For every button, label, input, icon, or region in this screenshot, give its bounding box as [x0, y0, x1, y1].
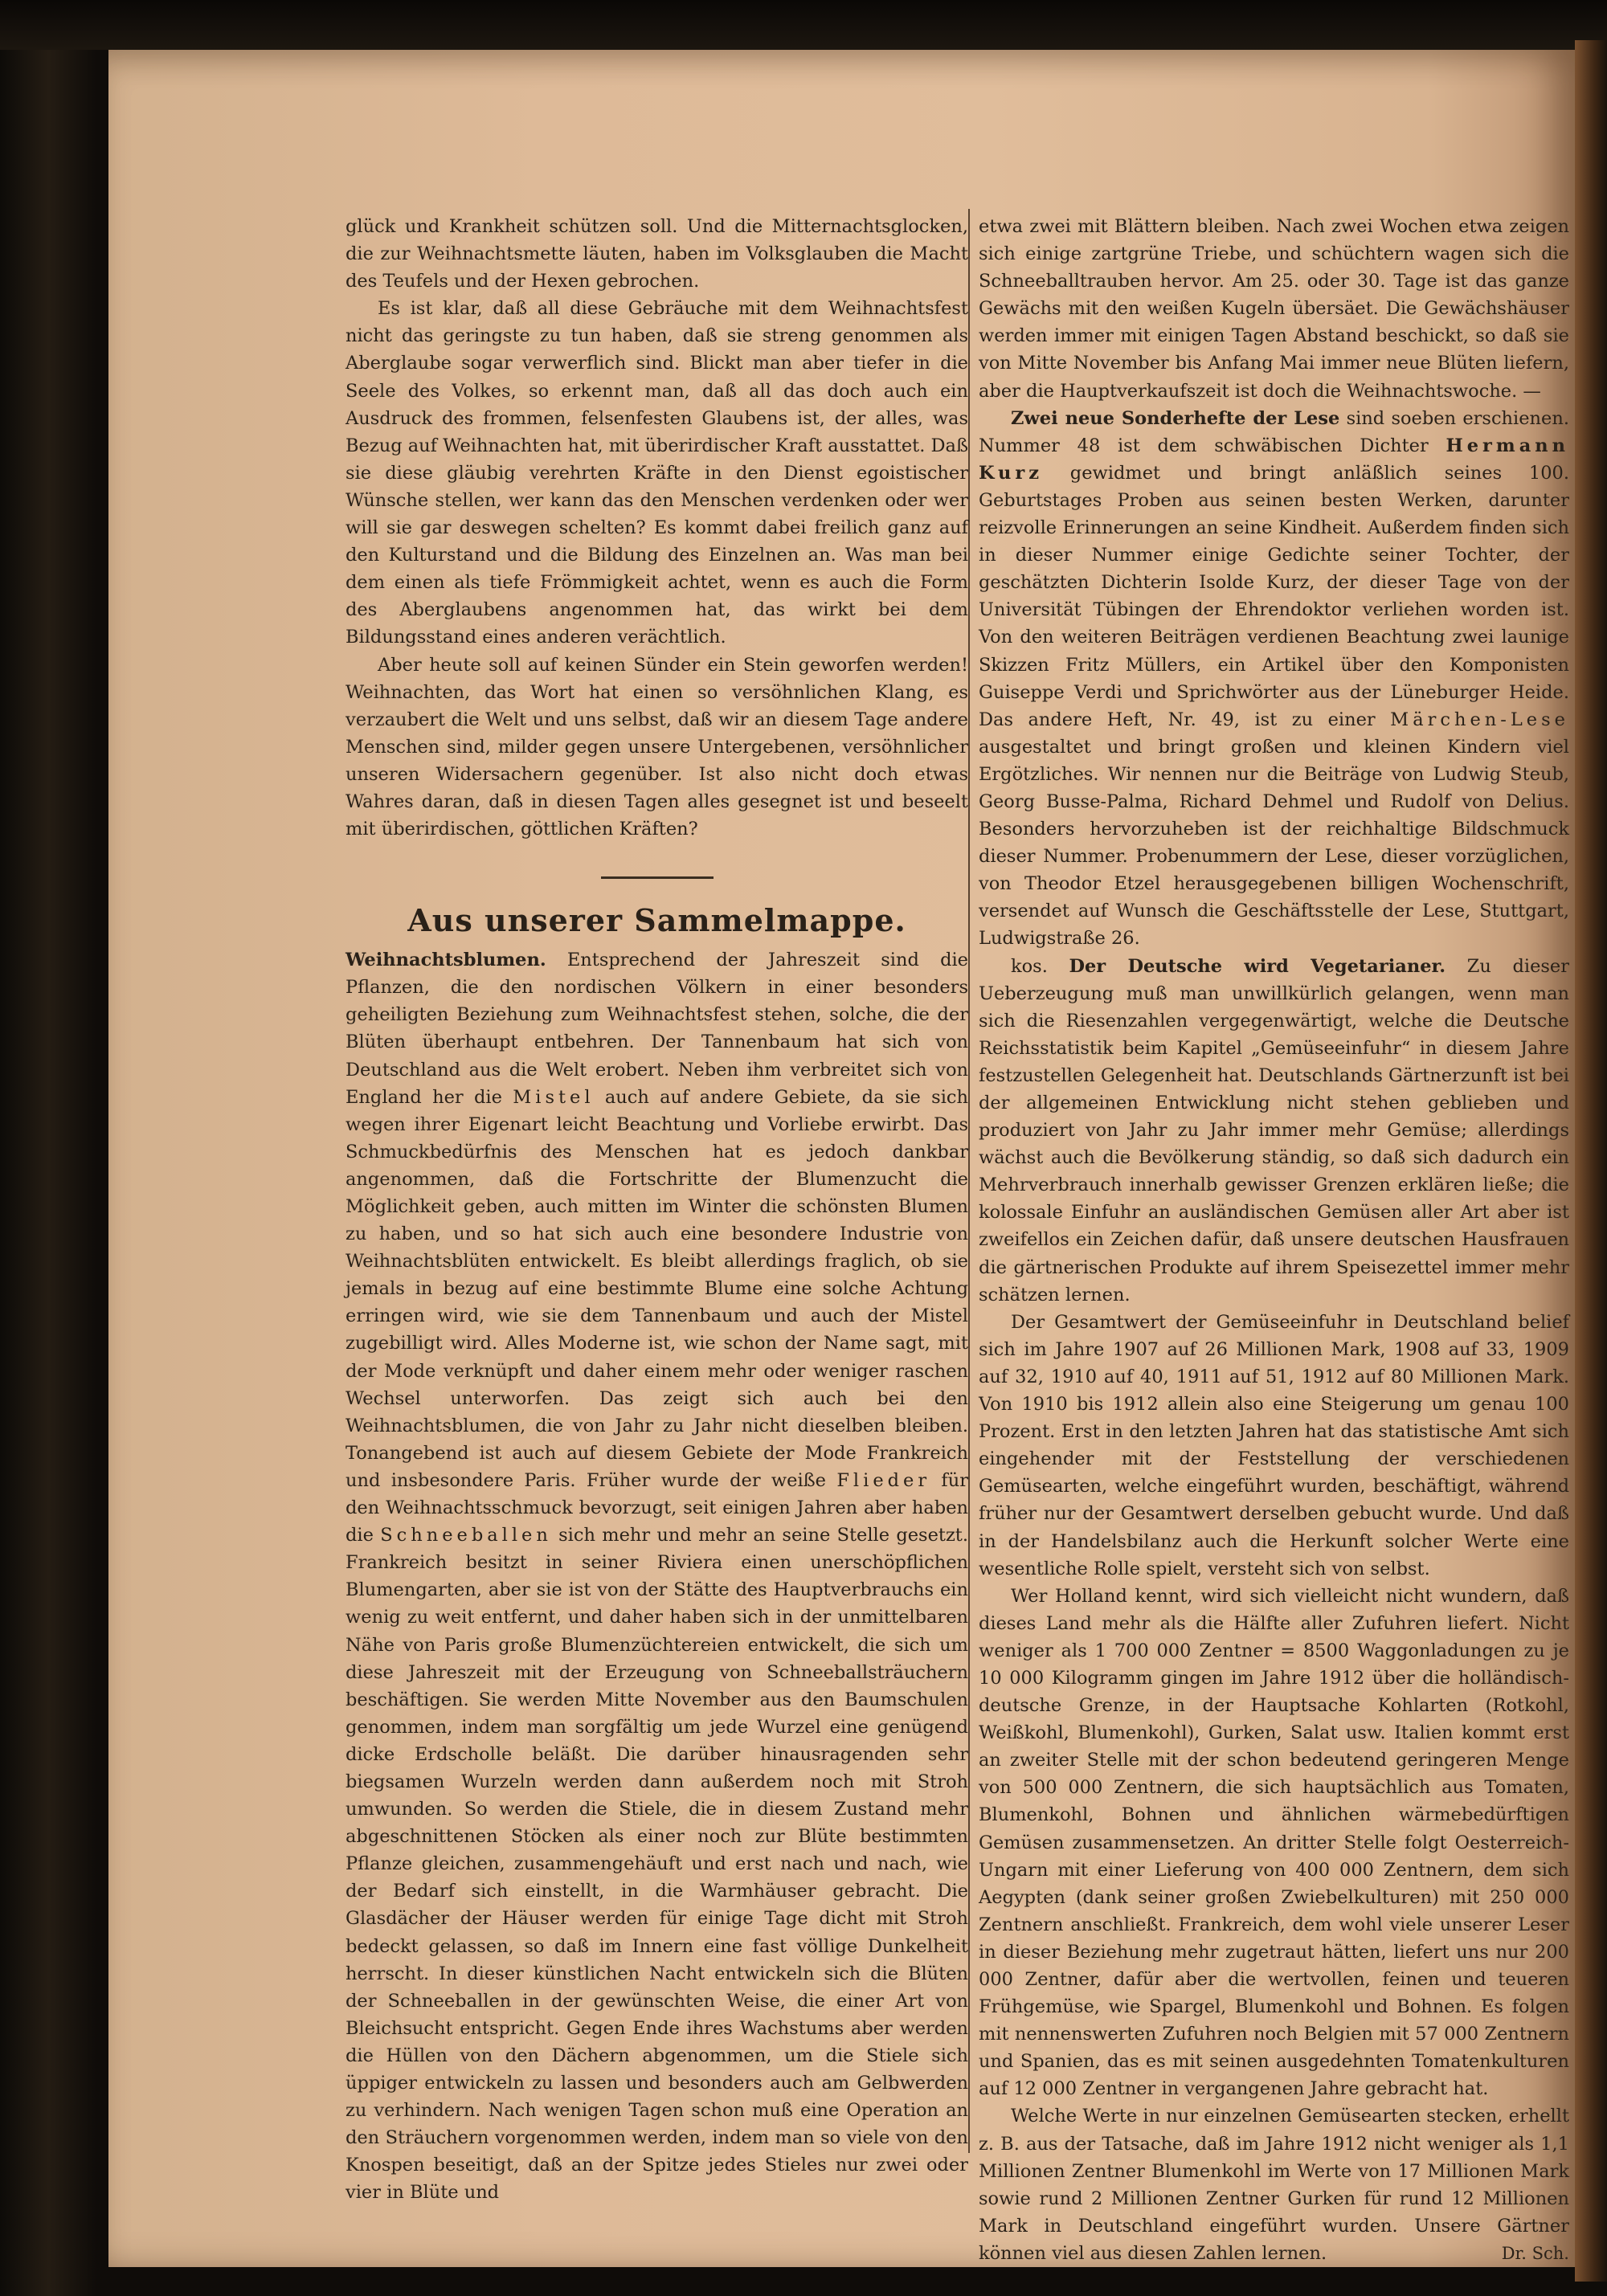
paragraph: Welche Werte in nur einzelnen Gemüsearten stecken, erhellt z. B. aus der Tatsache, daß im Jahre 1912 nicht weniger als 1,1 Millionen Zentner Blumenkohl im Werte von 17 Millionen Mark sowie rund 2 Millionen Zentner Gurken für rund 12 Millionen Mark in Deutschland eingeführt wurden. Unsere Gärtner können viel aus diesen Zahlen lernen.	[979, 2106, 1569, 2264]
section-rule	[601, 876, 714, 879]
paragraph: Es ist klar, daß all diese Gebräuche mit dem Weihnachtsfest nicht das geringste zu tun haben, daß sie streng genommen als Aberglaube sogar verwerflich sind. Blickt man aber tiefer in die Seele des Volkes, so erkennt man, daß all das doch auch ein Ausdruck des frommen, felsenfesten Glaubens ist, der alles, was Bezug auf Weihnachten hat, mit überirdischer Kraft ausstattet. Daß sie diese gläubig verehrten Kräfte in den Dienst egoistischer Wünsche stellen, wer kann das den Menschen verdenken oder wer will sie gar deswegen schelten? Es kommt dabei freilich ganz auf den Kulturstand und die Bildung des Einzelnen an. Was man bei dem einen als tiefe Frömmigkeit achtet, wenn es auch die Form des Aberglaubens angenommen hat, das wirkt bei dem Bildungsstand eines anderen verächtlich.	[346, 298, 968, 648]
text-run: sich mehr und mehr an seine Stelle gesetzt. Frankreich besitzt in seiner Riviera einen unerschöpflichen Blumengarten, aber sie ist von der Stätte des Hauptverbrauchs ein wenig zu weit entfernt, und daher haben sich in der unmittelbaren Nähe von Paris große Blumenzüchtereien entwickelt, die sich um diese Jahreszeit mit der Erzeugung von Schneeballsträuchern beschäftigen. Sie werden Mitte November aus den Baumschulen genommen, indem man sorgfältig um jede Wurzel eine genügend dicke Erdscholle beläßt. Die darüber hinausragenden sehr biegsamen Wurzeln werden dann außerdem noch mit Stroh umwunden. So werden die Stiele, die in diesem Zustand mehr abgeschnittenen Stöcken als einer noch zur Blüte bestimmten Pflanze gleichen, zusammengehäuft und erst nach und nach, wie der Bedarf sich einstellt, in die Warmhäuser gebracht. Die Glasdächer der Häuser werden für einige Tage dicht mit Stroh bedeckt gelassen, so daß im Innern eine fast völlige Dunkelheit herrscht. In dieser künstlichen Nacht entwickeln sich die Blüten der Schneeballen in der gewünschten Weise, die einer Art von Bleichsucht entspricht. Gegen Ende ihres Wachstums aber werden die Hüllen von den Dächern abgenommen, um die Stiele sich üppiger entwickeln zu lassen und besonders auch am Gelbwerden zu verhindern. Nach wenigen Tagen schon muß eine Operation an den Sträuchern vorgenommen werden, indem man so viele von den Knospen beseitigt, daß an der Spitze jedes Stieles nur zwei oder vier in Blüte und	[346, 1525, 968, 2204]
spaced-word: Hermann Kurz	[979, 435, 1569, 484]
paragraph: Der Gesamtwert der Gemüseeinfuhr in Deutschland belief sich im Jahre 1907 auf 26 Millionen Mark, 1908 auf 33, 1909 auf 32, 1910 auf 40, 1911 auf 51, 1912 auf 80 Millionen Mark. Von 1910 bis 1912 allein also eine Steigerung um genau 100 Prozent. Erst in den letzten Jahren hat das statistische Amt sich eingehender mit der Feststellung der verschiedenen Gemüsearten, welche eingeführt wurden, beschäftigt, während früher nur der Gesamtwert derselben gebucht wurde. Und daß in der Handelsbilanz auch die Herkunft solcher Werte eine wesentliche Rolle spielt, versteht sich von selbst.	[979, 1311, 1569, 1579]
top-shadow	[0, 0, 1607, 50]
author-mark: kos.	[1011, 955, 1069, 977]
section-heading: Aus unserer Sammelmappe.	[407, 902, 906, 939]
paragraph-vegetarianer	[979, 953, 1569, 1309]
keyword: Der Deutsche wird Vegetarianer.	[1069, 955, 1446, 977]
keyword: Zwei neue Sonderhefte der Lese	[1011, 407, 1340, 429]
paragraph-weihnachtsblumen	[346, 946, 968, 2206]
paragraph-lese	[979, 405, 1569, 953]
text-run: gewidmet und bringt anläßlich seines 100. Geburtstages Proben aus seinen besten Werken, darunter reizvolle Erinnerungen an seine Kindheit. Außerdem finden sich in dieser Nummer einige Gedichte seiner Tochter, der geschätzten Dichterin Isolde Kurz, der dieser Tage von der Universität Tübingen der Ehrendoktor verliehen worden ist. Von den weiteren Beiträgen verdienen Beachtung zwei launige Skizzen Fritz Müllers, ein Artikel über den Komponisten Guiseppe Verdi und Sprichwörter aus der Lüneburger Heide. Das andere Heft, Nr. 49, ist zu einer	[979, 462, 1569, 730]
text-run: sind soeben erschienen. Nummer 48 ist dem schwäbischen Dichter	[979, 407, 1569, 456]
keyword: Weihnachtsblumen.	[346, 950, 546, 971]
signature: Dr. Sch.	[1501, 2244, 1569, 2264]
paragraph: Wer Holland kennt, wird sich vielleicht nicht wundern, daß dieses Land mehr als die Hälfte aller Zufuhren liefert. Nicht weniger als 1 700 000 Zentner = 8500 Waggonladungen zu je 10 000 Kilogramm gingen im Jahre 1912 über die holländisch-deutsche Grenze, in der Hauptsache Kohlarten (Rotkohl, Weißkohl, Blumenkohl), Gurken, Salat usw. Italien kommt erst an zweiter Stelle mit der schon bedeutend geringeren Menge von 500 000 Zentnern, die sich hauptsächlich aus Tomaten, Blumenkohl, Bohnen und ähnlichen wärmebedürftigen Gemüsen zusammensetzen. An dritter Stelle folgt Oesterreich-Ungarn mit einer Lieferung von 400 000 Zentnern, dem sich Aegypten (dank seiner großen Zwiebelkulturen) mit 250 000 Zentnern anschließt. Frankreich, dem wohl viele unserer Leser in dieser Beziehung mehr zugetraut hätten, liefert uns nur 200 000 Zentner, dafür aber die wertvollen, feinen und teueren Frühgemüse, wie Spargel, Blumenkohl und Bohnen. Es folgen mit nennenswerten Zufuhren noch Belgien mit 57 000 Zentnern und Spanien, das es mit seinen ausgedehnten Tomatenkulturen auf 12 000 Zentner in vergangenen Jahre gebracht hat.	[979, 1585, 1569, 2100]
left-column	[346, 213, 968, 2206]
text-run: ausgestaltet und bringt großen und kleinen Kindern viel Ergötzliches. Wir nennen nur die Beiträge von Ludwig Steub, Georg Busse-Palma, Richard Dehmel und Rudolf von Delius. Besonders hervorzuheben ist der reichhaltige Bildschmuck dieser Nummer. Probenummern der Lese, dieser vorzüglichen, von Theodor Etzel herausgegebenen billigen Wochenschrift, versendet auf Wunsch die Geschäftsstelle der Lese, Stuttgart, Ludwigstraße 26.	[979, 736, 1569, 950]
paragraph: Aber heute soll auf keinen Sünder ein Stein geworfen werden! Weihnachten, das Wort hat einen so versöhnlichen Klang, es verzaubert die Welt und uns selbst, daß wir an diesem Tage andere Menschen sind, milder gegen unsere Untergebenen, versöhnlicher unseren Widersachern gegenüber. Ist also nicht doch etwas Wahres daran, daß in diesen Tagen alles gesegnet ist und beseelt mit überirdischen, göttlichen Kräften?	[346, 654, 968, 840]
paragraph: etwa zwei mit Blättern bleiben. Nach zwei Wochen etwa zeigen sich einige zartgrüne Triebe, und schüchtern wagen sich die Schneeballtrauben hervor. Am 25. oder 30. Tage ist das ganze Gewächs mit den weißen Kugeln übersäet. Die Gewächshäuser werden immer mit einigen Tagen Abstand beschickt, so daß sie von Mitte November bis Anfang Mai immer neue Blüten liefern, aber die Hauptverkaufszeit ist doch die Weihnachtswoche. —	[979, 216, 1569, 402]
text-run: Entsprechend der Jahreszeit sind die Pflanzen, die den nordischen Völkern in einer besonders geheiligten Beziehung zum Weihnachtsfest stehen, solche, die der Blüten überhaupt entbehren. Der Tannenbaum hat sich von Deutschland aus die Welt erobert. Neben ihm verbreitet sich von England her die	[346, 950, 968, 1108]
text-run: Zu dieser Ueberzeugung muß man unwillkürlich gelangen, wenn man sich die Riesenzahlen vergegenwärtigt, welche die Deutsche Reichsstatistik beim Kapitel „Gemüseeinfuhr“ in diesem Jahre festzustellen Gelegenheit hat. Deutschlands Gärtnerzunft ist bei der allgemeinen Entwicklung nicht stehen geblieben und produziert von Jahr zu Jahr immer mehr Gemüse; allerdings wächst auch die Bevölkerung ständig, so daß sich dadurch ein Mehrverbrauch innerhalb gewisser Grenzen erklären ließe; die kolossale Einfuhr an ausländischen Gemüsen aller Art aber ist zweifellos ein Zeichen dafür, daß unsere deutschen Hausfrauen die gärtnerischen Produkte auf ihrem Speisezettel immer mehr schätzen lernen.	[979, 955, 1569, 1305]
text-run: auch auf andere Gebiete, da sie sich wegen ihrer Eigenart leicht Beachtung und Vorliebe erwirbt. Das Schmuckbedürfnis des Menschen hat es jedoch dankbar angenommen, daß die Fortschritte der Blumenzucht die Möglichkeit geben, auch mitten im Winter die schönsten Blumen zu haben, und so hat sich auch eine besondere Industrie von Weihnachtsblüten entwickelt. Es bleibt allerdings fraglich, ob sie jemals in bezug auf eine bestimmte Blume eine solche Achtung erringen wird, wie sie dem Tannenbaum und auch der Mistel zugebilligt wird. Alles Moderne ist, wie schon der Name sagt, mit der Mode verknüpft und daher einem mehr oder weniger raschen Wechsel unterworfen. Das zeigt sich auch bei den Weihnachtsblumen, die von Jahr zu Jahr nicht dieselben bleiben. Tonangebend ist auch auf diesem Gebiete der Mode Frankreich und insbesondere Paris. Früher wurde der weiße	[346, 1086, 968, 1491]
spaced-word: Schneeballen	[380, 1525, 552, 1546]
spaced-word: Flieder	[836, 1469, 931, 1491]
text-run: für den Weihnachtsschmuck bevorzugt, seit einigen Jahren aber haben die	[346, 1469, 968, 1546]
column-divider	[968, 209, 970, 2153]
spaced-word: Märchen-Lese	[1390, 709, 1569, 730]
spaced-word: Mistel	[513, 1086, 595, 1108]
paragraph: glück und Krankheit schützen soll. Und die Mitternachtsglocken, die zur Weihnachtsmette läuten, haben im Volksglauben die Macht des Teufels und der Hexen gebrochen.	[346, 216, 968, 292]
book-edge	[1575, 40, 1607, 2282]
right-column	[979, 213, 1569, 2264]
